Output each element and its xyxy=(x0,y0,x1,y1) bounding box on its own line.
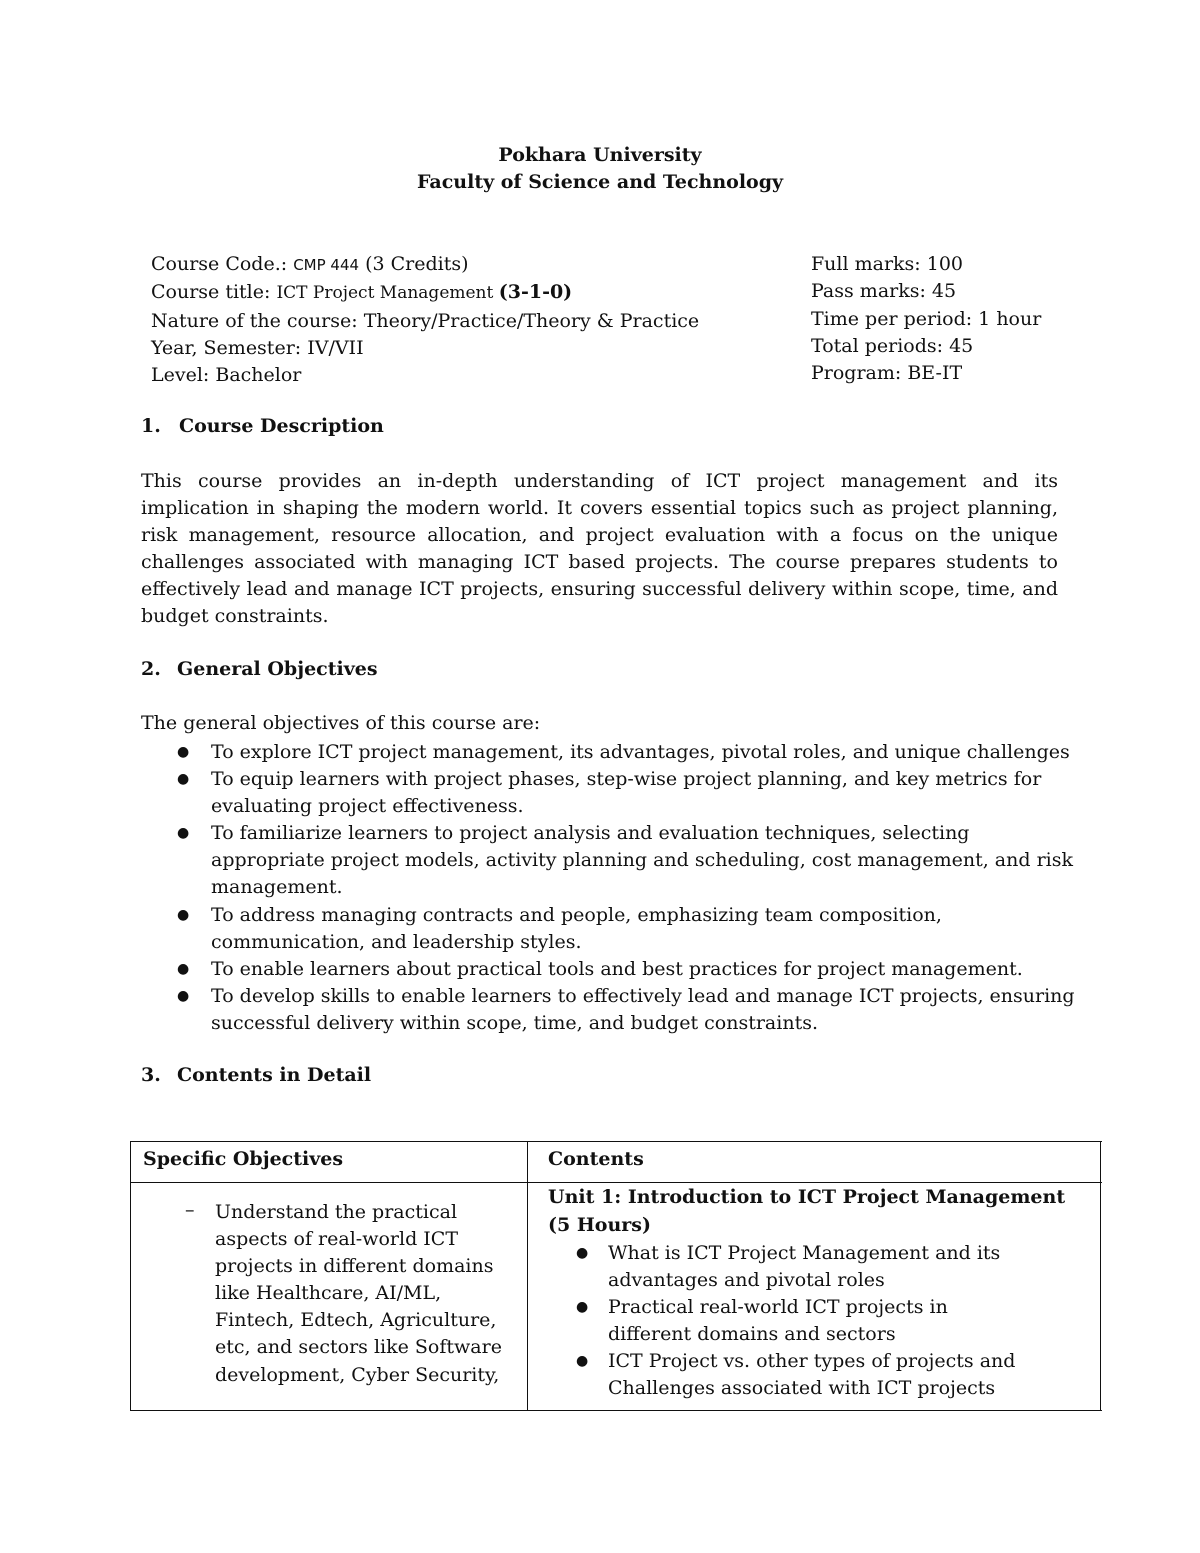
bullet-dot-icon: ● xyxy=(177,744,190,760)
list-item-text: To familiarize learners to project analysis and evaluation techniques, selecting appropriate project models, activity planning and scheduling, cost management, and risk management. xyxy=(211,822,1073,899)
course-info-left xyxy=(151,251,699,389)
specific-objective-cell xyxy=(185,1199,515,1389)
course-title-line xyxy=(151,279,699,307)
credit-pattern: (3-1-0) xyxy=(498,281,573,304)
section-number: 3. xyxy=(141,1064,161,1086)
list-item xyxy=(141,766,1081,820)
list-item-text: What is ICT Project Management and its advantages and pivotal roles xyxy=(608,1242,1001,1292)
course-info-right xyxy=(811,251,1041,387)
bullet-dot-icon: ● xyxy=(576,1245,589,1261)
list-item-text: To address managing contracts and people, emphasizing team composition, communication, and leadership styles. xyxy=(211,903,942,953)
list-item-text: To explore ICT project management, its advantages, pivotal roles, and unique challenges xyxy=(211,741,1070,763)
unit-title: Unit 1: Introduction to ICT Project Management (5 Hours) xyxy=(548,1186,1066,1236)
course-credits: (3 Credits) xyxy=(359,253,469,275)
list-item-text: Practical real-world ICT projects in different domains and sectors xyxy=(608,1296,948,1346)
faculty-name: Faculty of Science and Technology xyxy=(416,171,784,193)
table-divider xyxy=(527,1142,528,1411)
objectives-intro: The general objectives of this course are: xyxy=(141,712,541,734)
list-item xyxy=(141,956,1081,983)
course-description-text: This course provides an in-depth understanding of ICT project management and its implication in shaping the modern world. It covers essential topics such as project planning, risk management, resource allocation, and project evaluation with a focus on the unique challenges associated with managing ICT based projects. The course prepares students to effectively lead and manage ICT projects, ensuring successful delivery within scope, time, and budget constraints. xyxy=(141,470,1058,628)
objectives-list xyxy=(141,739,1081,1037)
list-item xyxy=(141,983,1081,1037)
course-code-value: CMP 444 xyxy=(293,256,360,274)
course-title-value: ICT Project Management xyxy=(276,283,499,304)
list-item-text: To develop skills to enable learners to effectively lead and manage ICT projects, ensuring successful delivery within scope, time, and budget constraints. xyxy=(211,984,1075,1034)
specific-objective-text: Understand the practical aspects of real-world ICT projects in different domains like Healthcare, AI/ML, Fintech, Edtech, Agriculture, etc, and sectors like Software development, Cyber Security, xyxy=(215,1201,502,1386)
bullet-dot-icon: ● xyxy=(177,906,190,923)
list-item-text: To enable learners about practical tools and best practices for project management. xyxy=(211,957,1023,980)
section-heading-general-objectives xyxy=(141,658,378,680)
course-nature: Nature of the course: Theory/Practice/Theory & Practice xyxy=(151,309,700,332)
bullet-dot-icon: ● xyxy=(576,1353,589,1370)
course-code-label: Course Code.: xyxy=(151,253,294,275)
course-code-line xyxy=(151,251,699,279)
table-header-contents: Contents xyxy=(548,1148,644,1170)
bullet-dot-icon: ● xyxy=(576,1299,589,1316)
section-title: General Objectives xyxy=(177,658,378,680)
course-title-label: Course title: xyxy=(151,281,277,304)
table-divider xyxy=(1100,1142,1101,1411)
time-per-period: Time per period: 1 hour xyxy=(811,307,1042,330)
bullet-dot-icon: ● xyxy=(177,987,190,1004)
section-heading-course-description xyxy=(141,415,384,437)
pass-marks: Pass marks: 45 xyxy=(811,280,957,303)
list-item-text: To equip learners with project phases, step-wise project planning, and key metrics for evaluating project effectiveness. xyxy=(211,768,1042,818)
section-heading-contents-in-detail xyxy=(141,1064,371,1086)
program: Program: BE-IT xyxy=(811,362,963,385)
course-level: Level: Bachelor xyxy=(151,364,302,387)
section-number: 1. xyxy=(141,415,161,437)
section-number: 2. xyxy=(141,658,161,680)
bullet-dot-icon: ● xyxy=(177,825,190,842)
list-item xyxy=(548,1240,1028,1294)
contents-table xyxy=(130,1141,1102,1411)
table-divider xyxy=(131,1410,1102,1411)
unit-contents-list xyxy=(548,1240,1028,1403)
section-title: Contents in Detail xyxy=(177,1064,372,1086)
total-periods: Total periods: 45 xyxy=(811,334,974,357)
list-item xyxy=(141,902,1081,956)
table-header-specific-objectives: Specific Objectives xyxy=(143,1148,344,1170)
list-item-text: ICT Project vs. other types of projects and Challenges associated with ICT projects xyxy=(608,1350,1016,1400)
section-title: Course Description xyxy=(179,415,384,437)
list-item xyxy=(141,739,1081,766)
bullet-dot-icon: ● xyxy=(177,771,190,788)
bullet-dot-icon: ● xyxy=(177,960,190,977)
list-item xyxy=(548,1348,1028,1402)
year-semester: Year, Semester: IV/VII xyxy=(151,336,364,359)
dash-bullet-icon: – xyxy=(185,1199,195,1221)
list-item xyxy=(548,1294,1028,1348)
full-marks: Full marks: 100 xyxy=(811,253,964,275)
university-name: Pokhara University xyxy=(498,144,702,166)
list-item xyxy=(141,820,1081,901)
